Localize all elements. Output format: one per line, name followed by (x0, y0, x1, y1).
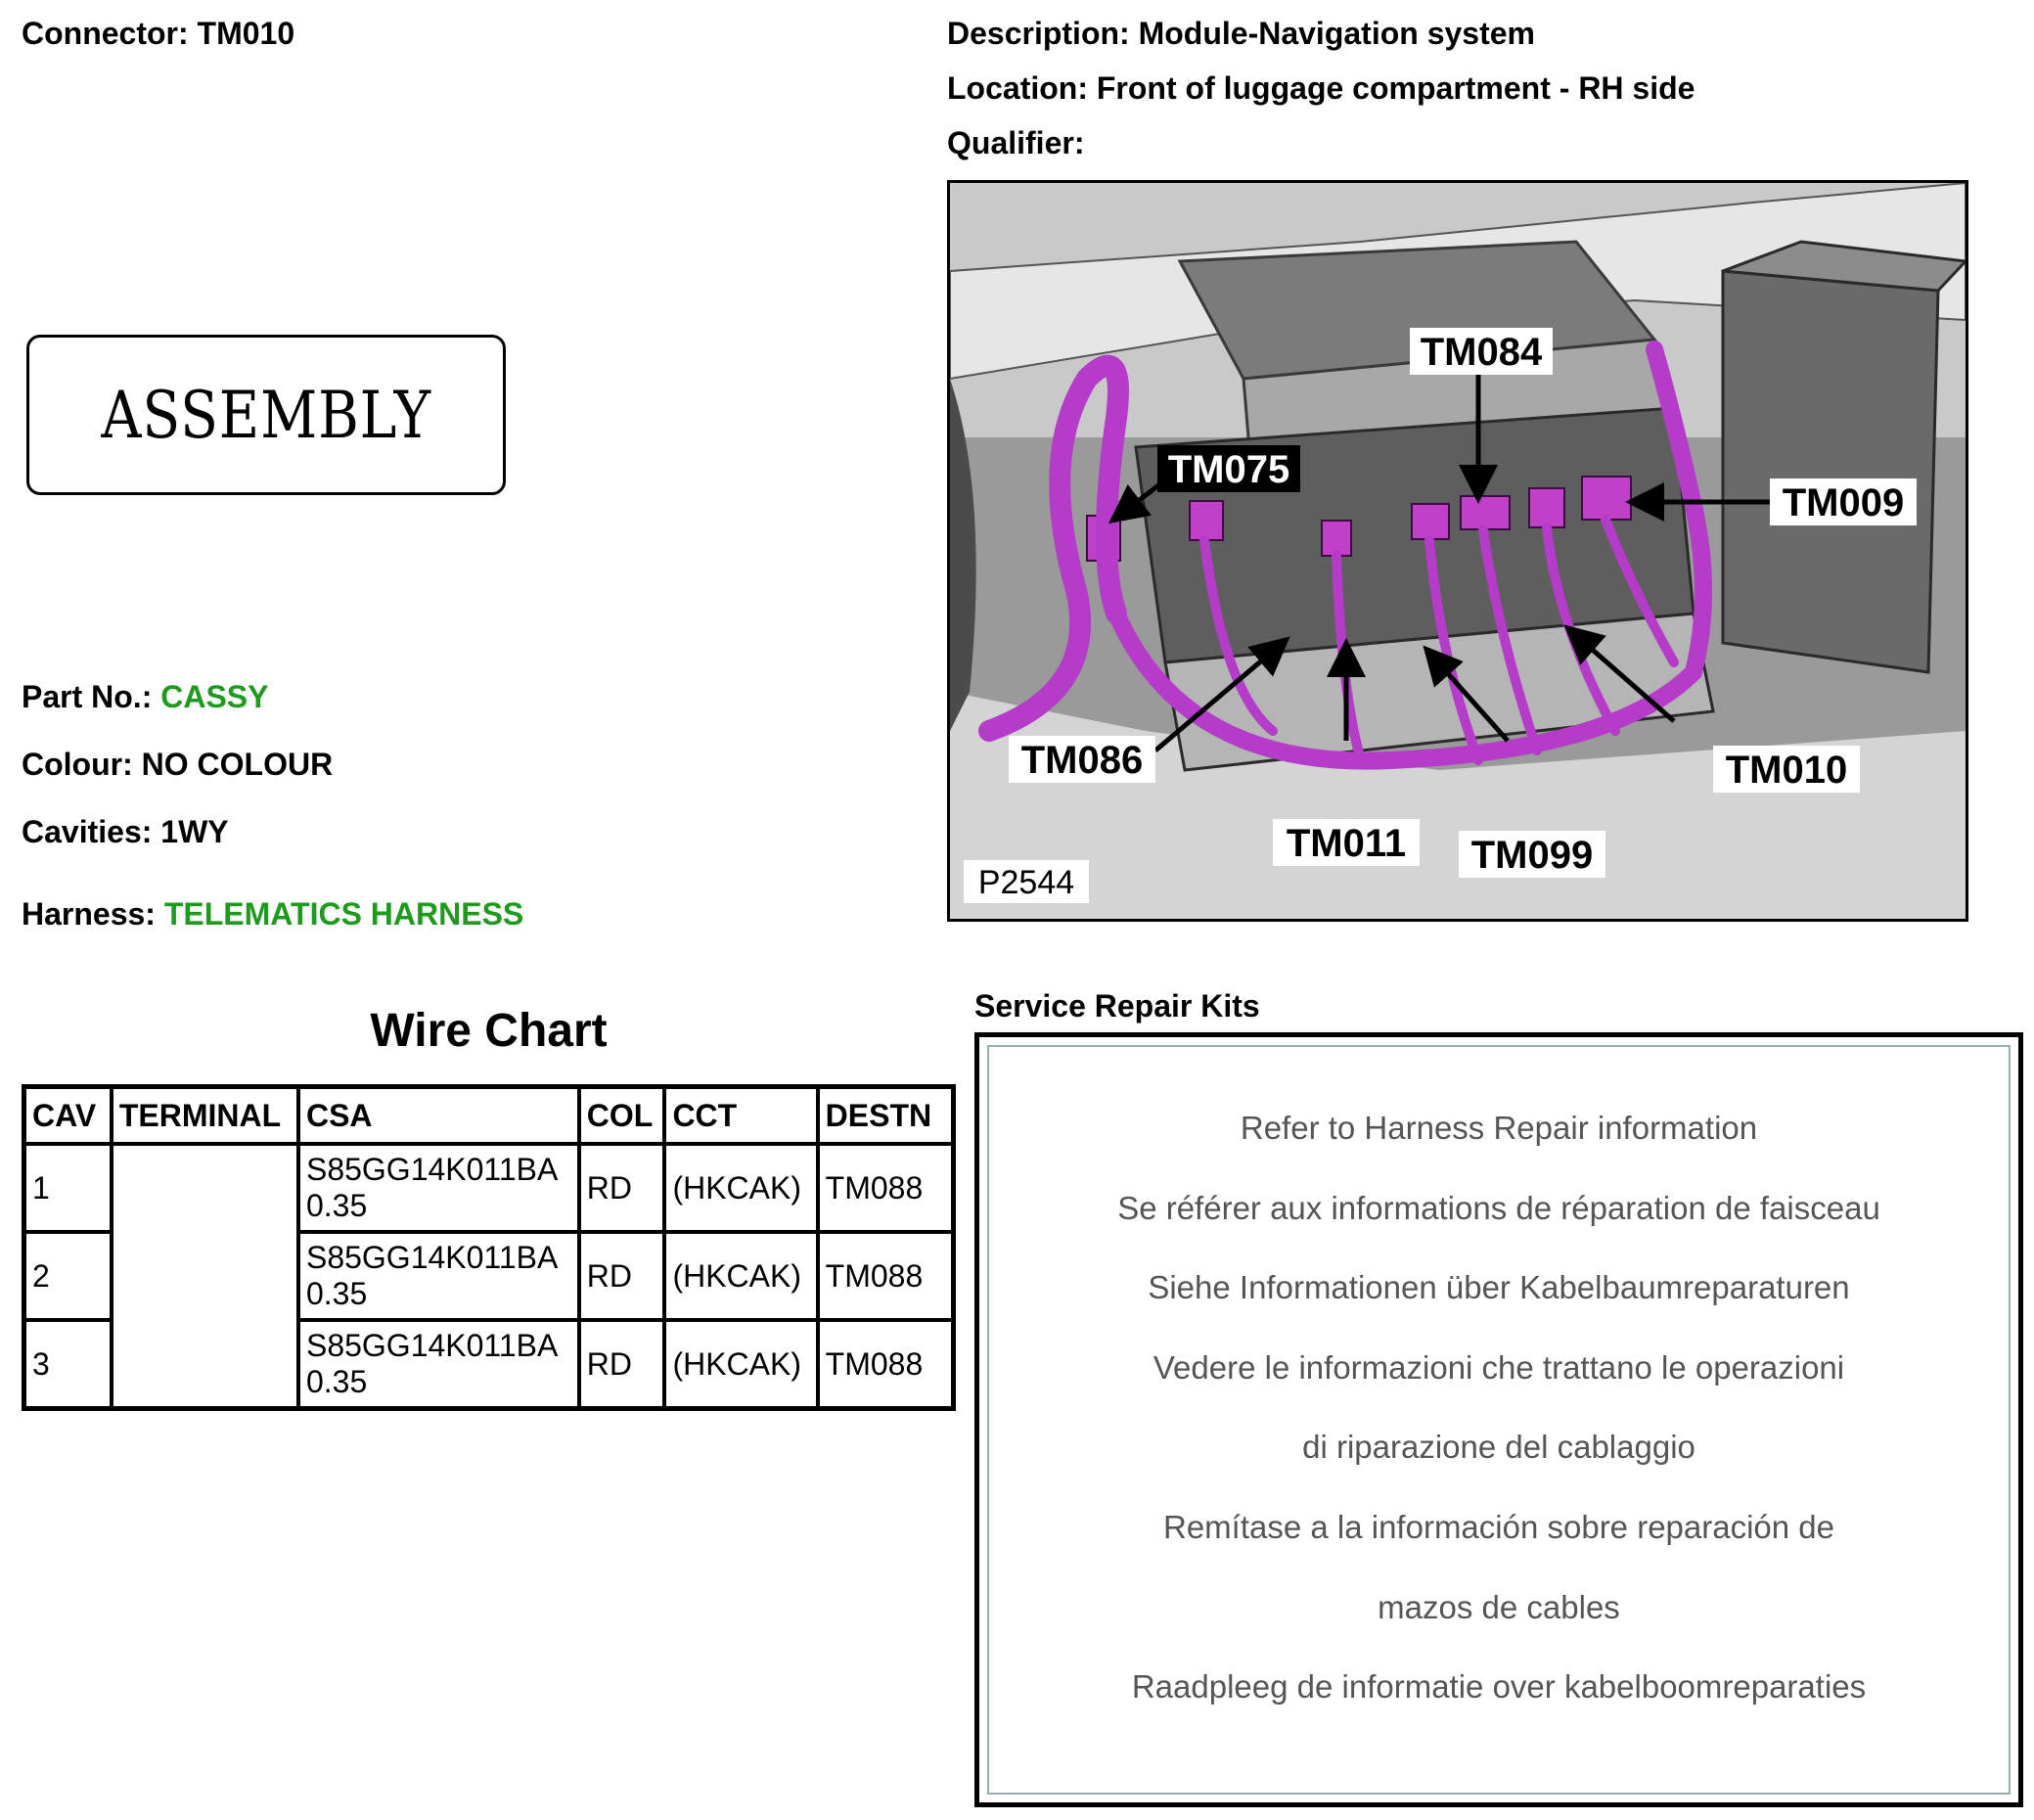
col-cell: RD (579, 1320, 665, 1409)
callout-tm099 (1459, 831, 1605, 878)
cav-cell: 2 (24, 1232, 112, 1320)
header-terminal: TERMINAL (112, 1087, 298, 1145)
repair-info-line: di riparazione del cablaggio (1302, 1429, 1695, 1465)
location-field (947, 72, 1695, 104)
repair-info-line: mazos de cables (1378, 1589, 1620, 1625)
csa-cell (298, 1144, 579, 1232)
description-label: Description: (947, 16, 1130, 51)
col-cell: RD (579, 1232, 665, 1320)
location-value: Front of luggage compartment - RH side (1096, 70, 1695, 106)
connector-value: TM010 (197, 16, 295, 51)
description-value: Module-Navigation system (1138, 16, 1535, 51)
assembly-box (26, 335, 506, 495)
description-field (947, 18, 1535, 49)
header-col: COL (579, 1087, 665, 1145)
csa-size: 0.35 (305, 1188, 368, 1223)
callout-label: TM099 (1470, 834, 1594, 877)
assembly-label: ASSEMBLY (101, 377, 431, 453)
harness-value: TELEMATICS HARNESS (163, 896, 524, 932)
cavities-value: 1WY (160, 814, 229, 849)
csa-code: S85GG14K011BA (305, 1152, 559, 1188)
part-no-label: Part No.: (22, 679, 153, 714)
cct-cell: (HKCAK) (664, 1144, 817, 1232)
destn-cell: TM088 (818, 1232, 954, 1320)
callout-label: TM086 (1020, 739, 1144, 782)
wire-chart-table (22, 1084, 956, 1411)
csa-size: 0.35 (305, 1364, 368, 1399)
service-repair-kits-inner (987, 1045, 2011, 1795)
photo-id-label: P2544 (977, 864, 1075, 901)
harness-label: Harness: (22, 896, 156, 932)
callout-tm084 (1410, 328, 1553, 375)
part-no-field (22, 681, 268, 712)
repair-info-line: Remítase a la información sobre reparación de (1162, 1509, 1835, 1545)
location-photo (947, 180, 1968, 922)
callout-label: TM084 (1420, 331, 1543, 374)
callout-tm010 (1713, 746, 1860, 793)
cct-cell: (HKCAK) (664, 1320, 817, 1409)
wire-chart-title: Wire Chart (370, 1005, 608, 1057)
colour-value: NO COLOUR (141, 747, 334, 782)
table-row (24, 1144, 954, 1232)
repair-info-line: Se référer aux informations de réparation de faisceau (1117, 1190, 1880, 1226)
callout-tm086 (1009, 736, 1155, 783)
cct-cell: (HKCAK) (664, 1232, 817, 1320)
csa-code: S85GG14K011BA (305, 1240, 559, 1276)
repair-info-line: Refer to Harness Repair information (1240, 1110, 1758, 1146)
callout-label: TM010 (1725, 749, 1848, 792)
cavities-field (22, 816, 229, 847)
repair-info-line: Vedere le informazioni che trattano le operazioni (1153, 1349, 1845, 1386)
csa-cell (298, 1232, 579, 1320)
table-header-row (24, 1087, 954, 1145)
cav-cell: 1 (24, 1144, 112, 1232)
connector-field (22, 18, 294, 49)
header-cav: CAV (24, 1087, 112, 1145)
callout-tm075 (1157, 445, 1300, 492)
photo-illustration (950, 183, 1966, 919)
location-label: Location: (947, 70, 1088, 106)
destn-cell: TM088 (818, 1144, 954, 1232)
colour-label: Colour: (22, 747, 133, 782)
service-repair-kits-title: Service Repair Kits (974, 988, 1260, 1024)
header-csa: CSA (298, 1087, 579, 1145)
destn-cell: TM088 (818, 1320, 954, 1409)
repair-info-line: Siehe Informationen über Kabelbaumreparaturen (1148, 1269, 1850, 1305)
repair-info-line: Raadpleeg de informatie over kabelboomreparaties (1131, 1668, 1867, 1705)
callout-tm009 (1770, 478, 1917, 525)
header-cct: CCT (664, 1087, 817, 1145)
harness-field (22, 898, 523, 930)
header-destn: DESTN (818, 1087, 954, 1145)
callout-label: TM011 (1286, 822, 1407, 865)
connector-label: Connector: (22, 16, 189, 51)
cavities-label: Cavities: (22, 814, 153, 849)
colour-field (22, 749, 333, 780)
callout-label: TM009 (1782, 481, 1905, 524)
csa-cell (298, 1320, 579, 1409)
photo-id (964, 860, 1089, 903)
qualifier-label: Qualifier: (947, 125, 1085, 160)
csa-size: 0.35 (305, 1276, 368, 1311)
csa-code: S85GG14K011BA (305, 1328, 559, 1364)
cav-cell: 3 (24, 1320, 112, 1409)
qualifier-field (947, 127, 1084, 159)
callout-label: TM075 (1167, 448, 1290, 491)
service-repair-kits-box (974, 1032, 2023, 1807)
callout-tm011 (1273, 819, 1420, 866)
col-cell: RD (579, 1144, 665, 1232)
terminal-cell (112, 1144, 298, 1409)
part-no-value: CASSY (160, 679, 269, 714)
